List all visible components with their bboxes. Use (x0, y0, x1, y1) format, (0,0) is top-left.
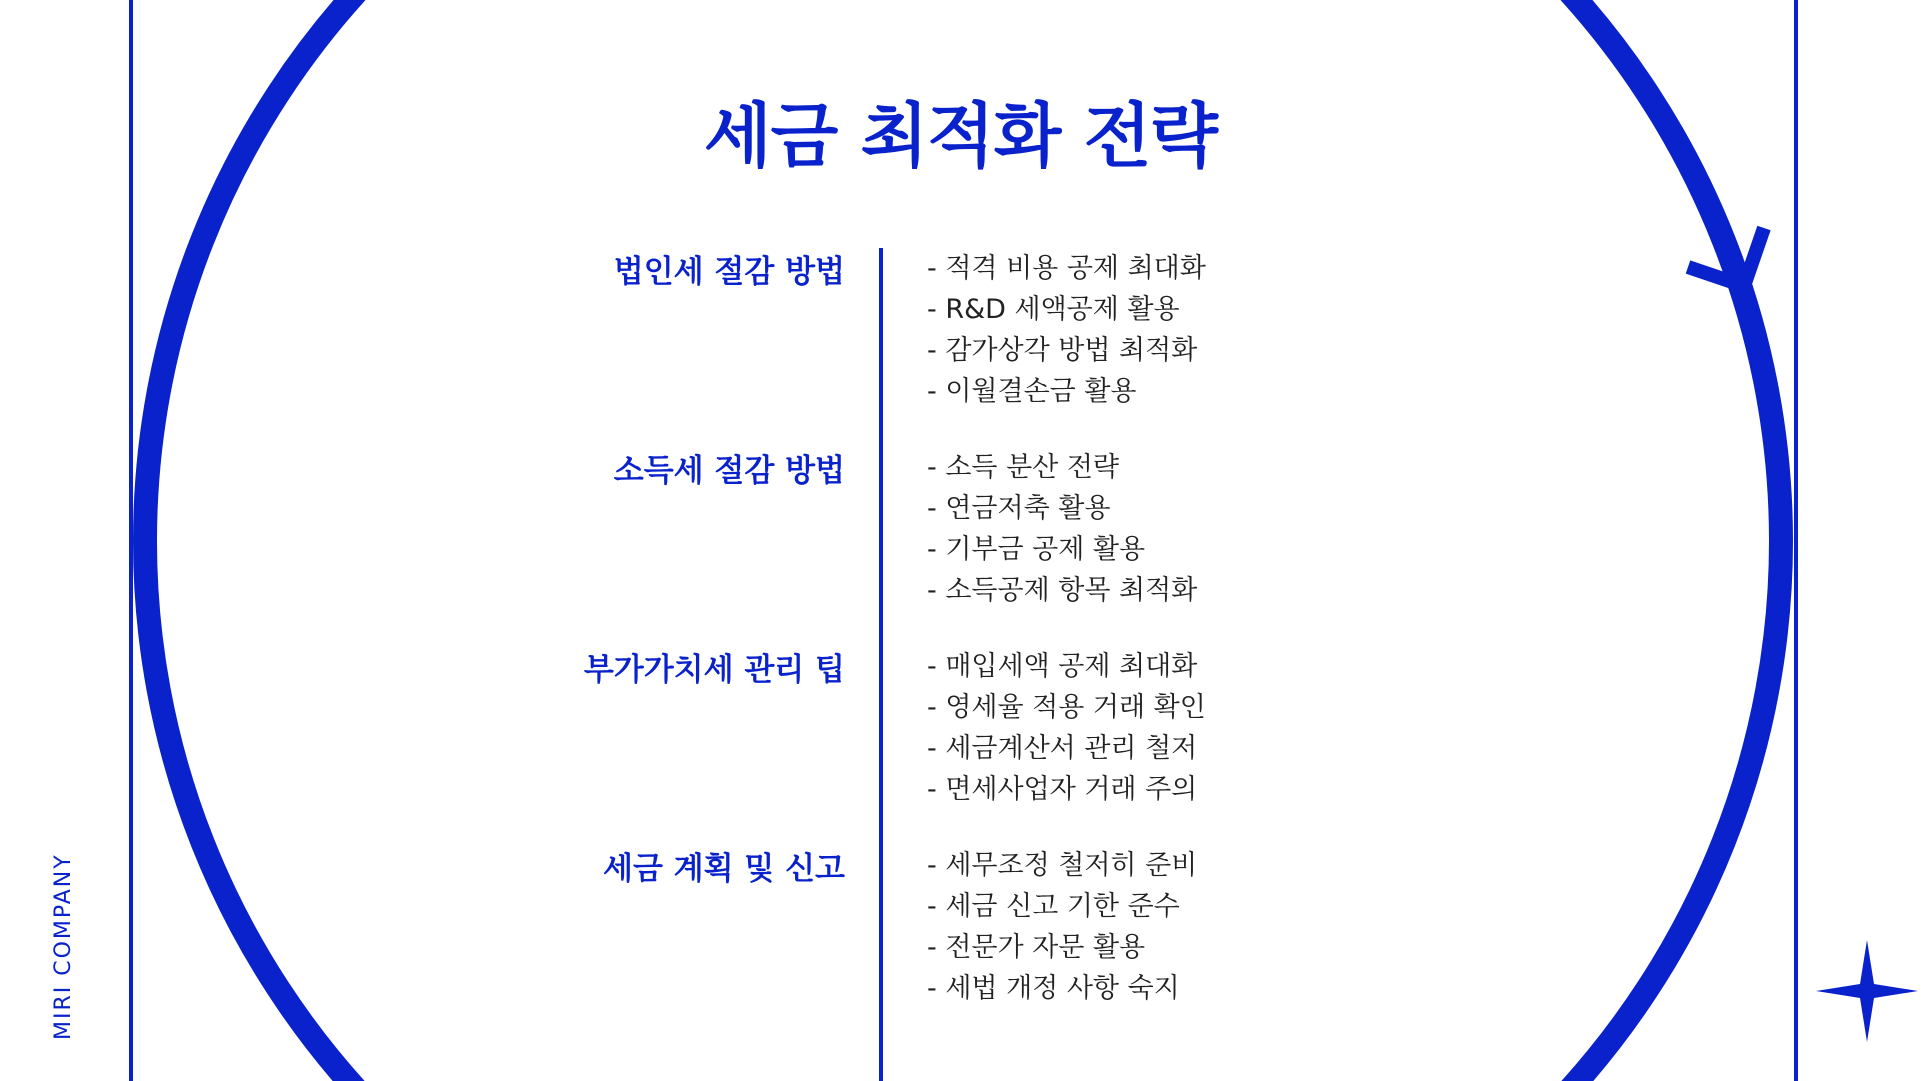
section-item-list (927, 248, 1206, 412)
page-title: 세금 최적화 전략 (703, 95, 1218, 177)
list-item: - 세법 개정 사항 숙지 (927, 973, 1180, 1004)
list-item: - 영세율 적용 거래 확인 (927, 692, 1206, 723)
list-item: - 전문가 자문 활용 (927, 932, 1146, 963)
list-item: - 기부금 공제 활용 (927, 534, 1146, 565)
list-item: - 적격 비용 공제 최대화 (927, 253, 1206, 284)
sparkle-star-icon (1816, 940, 1918, 1042)
section-item-list (927, 447, 1197, 611)
list-item: - 면세사업자 거래 주의 (927, 774, 1198, 805)
section-item-list (927, 845, 1197, 1009)
section-income-tax (500, 445, 1500, 615)
list-item: - 세금 신고 기한 준수 (927, 891, 1180, 922)
section-heading: 세금 계획 및 신고 (603, 851, 845, 887)
list-item: - 연금저축 활용 (927, 493, 1111, 524)
section-item-list (927, 646, 1206, 810)
section-heading: 법인세 절감 방법 (613, 254, 845, 290)
list-item: - 이월결손금 활용 (927, 376, 1137, 407)
section-heading: 소득세 절감 방법 (613, 453, 845, 489)
list-item: - 매입세액 공제 최대화 (927, 651, 1198, 682)
brand-label: MIRI COMPANY (51, 853, 76, 1040)
list-item: - 세무조정 철저히 준비 (927, 850, 1198, 881)
section-heading: 부가가치세 관리 팁 (583, 652, 845, 688)
section-vat (500, 644, 1500, 814)
section-corporate-tax (500, 246, 1500, 416)
list-item: - R&D 세액공제 활용 (927, 294, 1180, 325)
list-item: - 세금계산서 관리 철저 (927, 733, 1198, 764)
list-item: - 소득공제 항목 최적화 (927, 575, 1198, 606)
section-tax-planning (500, 843, 1500, 1013)
list-item: - 소득 분산 전략 (927, 452, 1119, 483)
list-item: - 감가상각 방법 최적화 (927, 335, 1198, 366)
